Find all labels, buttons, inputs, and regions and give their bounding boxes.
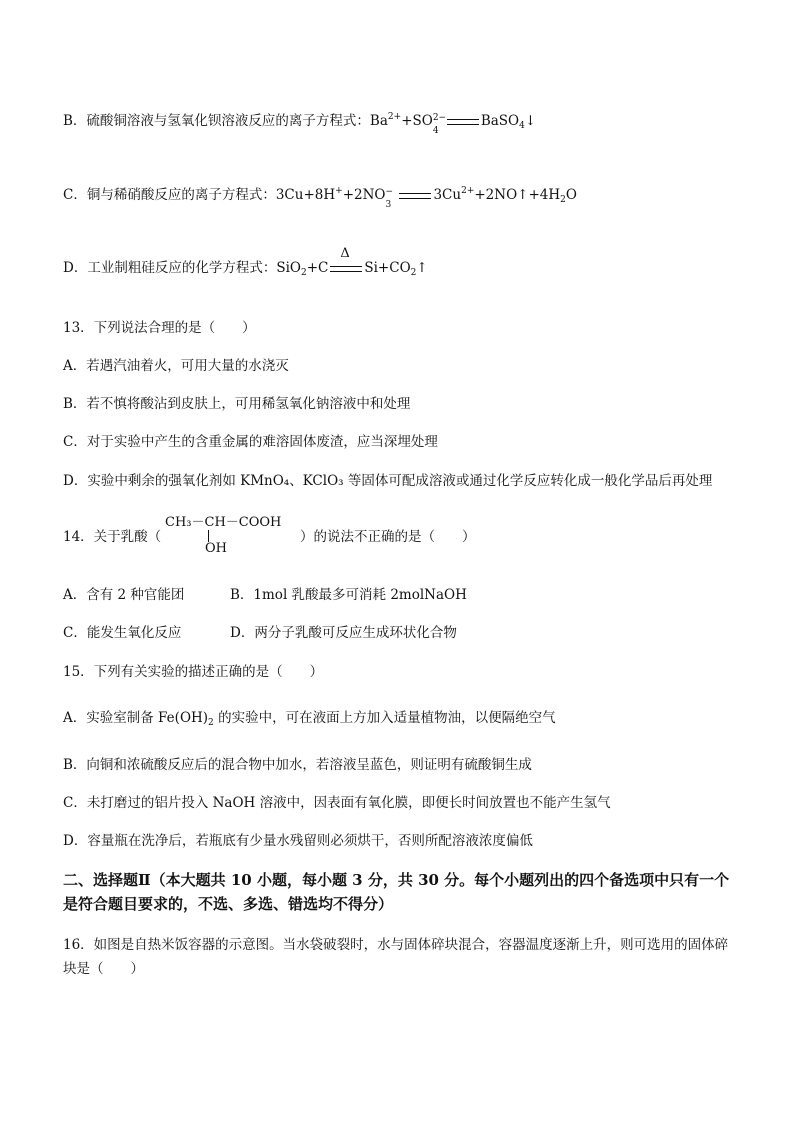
- q15-option-a: A．实验室制备 $Fe(OH)_2$ 的实验中，可在液面上方加入适量植物油，以便隔绝空气: [63, 710, 556, 728]
- equals-arrow: [447, 119, 479, 125]
- q13-option-b: B．若不慎将酸沾到皮肤上，可用稀氢氧化钠溶液中和处理: [63, 396, 411, 412]
- q13-stem: 13．下列说法合理的是（ ）: [63, 320, 256, 336]
- lactic-acid-structure: [165, 511, 300, 557]
- q14-stem-before: 14．关于乳酸（: [63, 529, 162, 545]
- q14-stem-after: ）的说法不正确的是（ ）: [300, 529, 476, 545]
- q12-c-text: C．铜与稀硝酸反应的离子方程式：: [63, 187, 276, 203]
- structure-main-chain: CH₃－CH－COOH: [165, 515, 282, 530]
- heating-equals-arrow: [330, 245, 362, 272]
- q14-option-b: B．1mol 乳酸最多可消耗 2molNaOH: [230, 587, 467, 603]
- q12-option-d: D．工业制粗硅反应的化学方程式：SiO$_2$+C Δ $Si+CO_2↑$: [63, 245, 428, 278]
- q12-d-text: D．工业制粗硅反应的化学方程式：: [63, 260, 277, 276]
- q13-option-c: C．对于实验中产生的含重金属的难溶固体废渣，应当深埋处理: [63, 434, 438, 450]
- q12-b-text: B．硫酸铜溶液与氢氧化钡溶液反应的离子方程式：: [63, 113, 370, 129]
- q15-option-b: B．向铜和浓硫酸反应后的混合物中加水，若溶液呈蓝色，则证明有硫酸铜生成: [63, 757, 532, 773]
- down-arrow-icon: ↓: [524, 113, 537, 129]
- up-arrow-icon: ↑: [517, 187, 529, 203]
- q15-stem: 15．下列有关实验的描述正确的是（ ）: [63, 664, 324, 680]
- section-2-heading: 二、选择题Ⅱ（本大题共 10 小题，每小题 3 分，共 30 分。每个小题列出的四个备选项中只有一个是符合题目要求的，不选、多选、错选均不得分）: [63, 871, 730, 913]
- equals-arrow: [399, 193, 431, 199]
- delta-symbol: Δ: [340, 245, 350, 261]
- q15-option-c: C．未打磨过的铝片投入 NaOH 溶液中，因表面有氧化膜，即便长时间放置也不能产生氢气: [63, 795, 611, 811]
- up-arrow-icon: ↑: [416, 260, 428, 276]
- q16-stem: 16．如图是自热米饭容器的示意图。当水袋破裂时，水与固体碎块混合，容器温度逐渐上升，则可选用的固体碎块是（ ）: [63, 937, 729, 977]
- q14-option-d: D．两分子乳酸可反应生成环状化合物: [230, 625, 457, 641]
- fe-oh-formula: (OH): [174, 710, 209, 726]
- structure-hydroxyl: OH: [205, 541, 227, 556]
- q14-option-c: C．能发生氧化反应: [63, 625, 182, 641]
- q12-option-c: C．铜与稀硝酸反应的离子方程式：3Cu+8H++2NO − 3 $3Cu^{2+}+2NO↑+4H_2O$: [63, 186, 577, 210]
- q13-option-d: D．实验中剩余的强氧化剂如 KMnO₄、KClO₃ 等固体可配成溶液或通过化学反应转化成一般化学品后再处理: [63, 473, 713, 489]
- q13-option-a: A．若遇汽油着火，可用大量的水浇灭: [63, 358, 289, 374]
- q14-option-a: A．含有 2 种官能团: [63, 587, 185, 603]
- q12-option-b: B．硫酸铜溶液与氢氧化钡溶液反应的离子方程式：$Ba^{2+}+SO$ 2− 4 BaSO$_4$↓: [63, 112, 537, 136]
- q15-option-d: D．容量瓶在洗净后，若瓶底有少量水残留则必须烘干，否则所配溶液浓度偏低: [63, 833, 533, 849]
